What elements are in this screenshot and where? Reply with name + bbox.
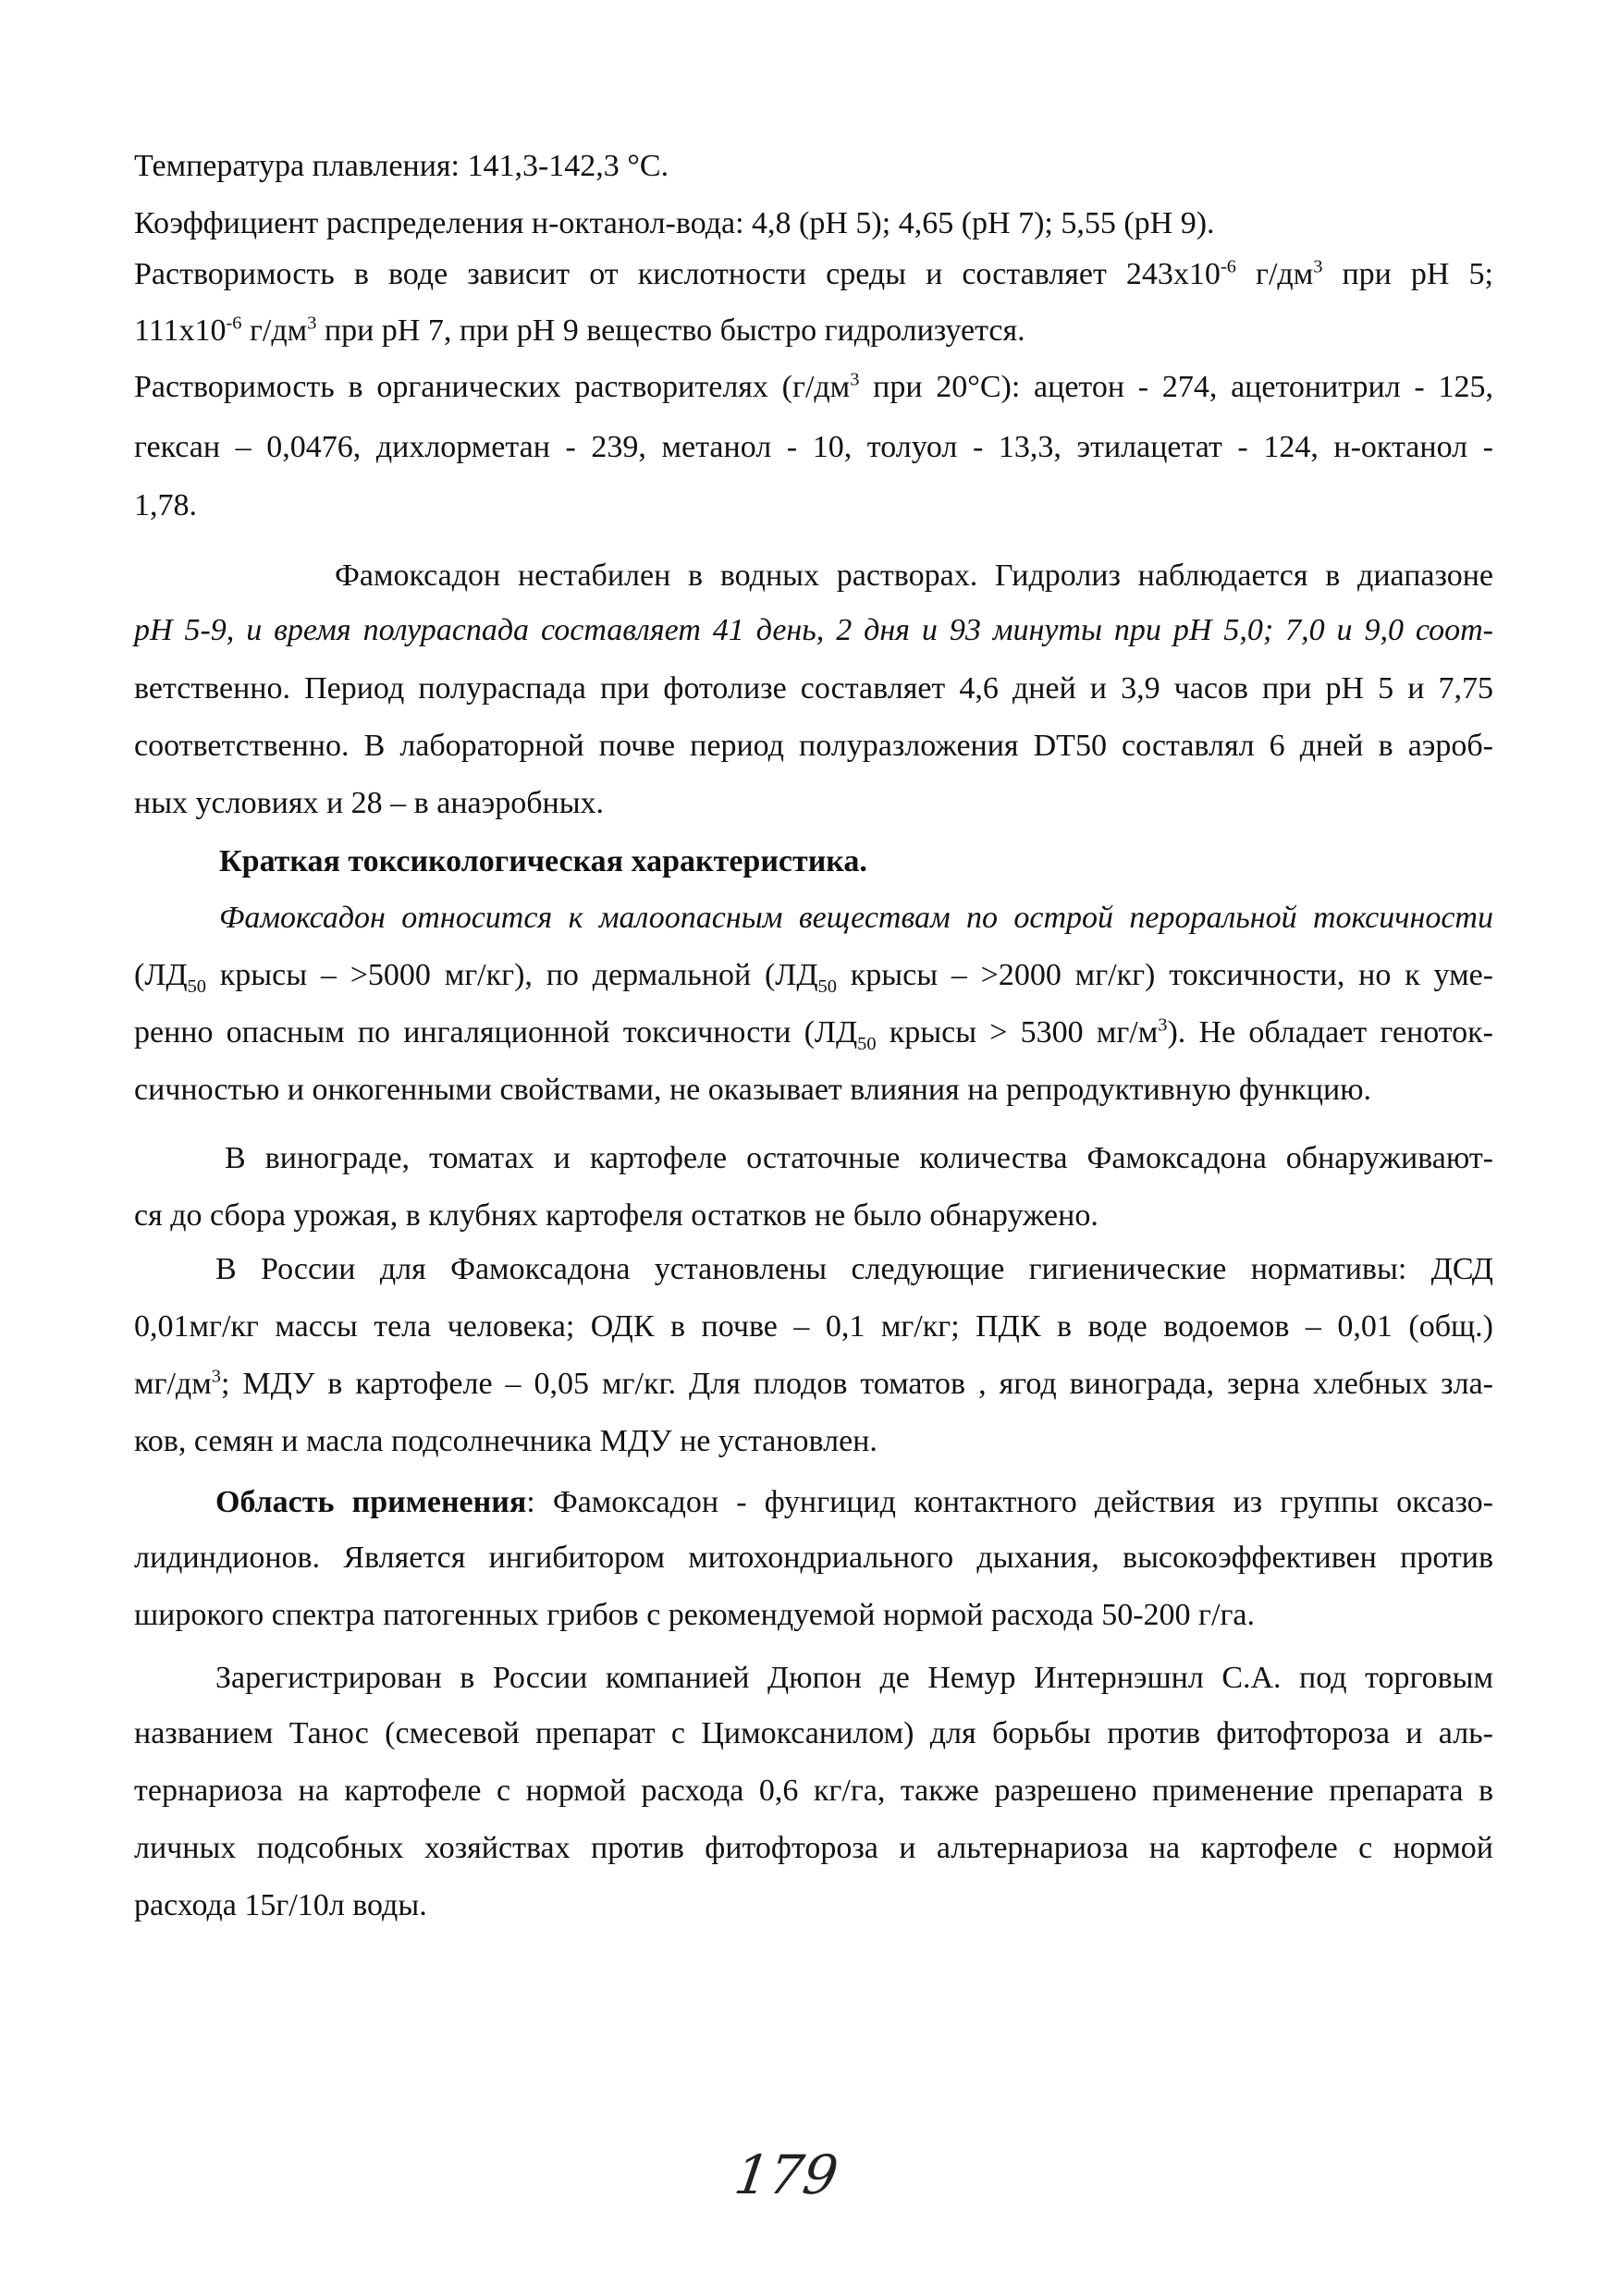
text-line: широкого спектра патогенных грибов с рекомендуемой нормой расхода 50-200 г/га. (134, 1598, 1255, 1632)
text-line: лидиндионов. Является ингибитором митохондриального дыхания, высокоэффективен против (134, 1541, 1493, 1575)
section-heading-inline: Область применения (215, 1485, 527, 1519)
text-line: 0,01мг/кг массы тела человека; ОДК в почве – 0,1 мг/кг; ПДК в воде водоемов – 0,01 (общ.) (134, 1309, 1493, 1344)
text-line: $мг/дм^3$; МДУ в картофеле – 0,05 мг/кг. Для плодов томатов , ягод винограда, зерна хлебных зла- (134, 1366, 1493, 1401)
text-line: сичностью и онкогенными свойствами, не оказывает влияния на репродуктивную функцию. (134, 1073, 1372, 1107)
text-line: ных условиях и 28 – в анаэробных. (134, 786, 605, 820)
text-line: ся до сбора урожая, в клубнях картофеля остатков не было обнаружено. (134, 1198, 1098, 1233)
text-line: Фамоксадон относится к малоопасным веществам по острой пероральной токсичности (219, 901, 1493, 935)
text-line: ков, семян и масла подсолнечника МДУ не установлен. (134, 1424, 878, 1458)
text-line: В России для Фамоксадона установлены следующие гигиенические нормативы: ДСД (215, 1252, 1493, 1286)
page-number: 179 (730, 2143, 842, 2206)
text-line: тернариоза на картофеле с нормой расхода 0,6 кг/га, также разрешено применение препарата в (134, 1774, 1493, 1808)
text-line: соответственно. В лабораторной почве период полуразложения DT50 составлял 6 дней в аэроб- (134, 729, 1493, 763)
text-line: названием Танос (смесевой препарат с Цимоксанилом) для борьбы против фитофтороза и аль- (134, 1716, 1493, 1750)
text-line: pH 5-9, и время полураспада составляет 41 день, 2 дня и 93 минуты при pH 5,0; 7,0 и 9,0 соот- (134, 613, 1493, 647)
section-heading: Краткая токсикологическая характеристика. (219, 844, 867, 878)
text-line: Растворимость в органических растворителях ($г/дм^3$ при 20°C): ацетон - 274, ацетонитрил - 125, (134, 369, 1493, 404)
text-line: Зарегистрирован в России компанией Дюпон де Немур Интернэшнл С.А. под торговым (215, 1661, 1493, 1695)
text-line: 1,78. (134, 488, 197, 522)
text-line: В винограде, томатах и картофеле остаточные количества Фамоксадона обнаруживают- (225, 1141, 1493, 1175)
text-line: Фамоксадон нестабилен в водных растворах. Гидролиз наблюдается в диапазоне (335, 559, 1493, 593)
text-line: Температура плавления: 141,3-142,3 °C. (134, 149, 669, 183)
text-line: Растворимость в воде зависит от кислотности среды и составляет $243х10^{-6}$ $г/дм^3$ при pH 5; (134, 256, 1493, 291)
text-line: Область применения: Фамоксадон - фунгицид контактного действия из группы оксазо- (215, 1485, 1493, 1519)
text-line: ренно опасным по ингаляционной токсичности ($ЛД_{50}$ крысы > 5300 $мг/м^3$). Не обладает геноток- (134, 1014, 1493, 1054)
text-line: Коэффициент распределения н-октанол-вода: 4,8 (pH 5); 4,65 (pH 7); 5,55 (pH 9). (134, 206, 1215, 240)
text-line: ветственно. Период полураспада при фотолизе составляет 4,6 дней и 3,9 часов при pH 5 и 7,75 (134, 671, 1493, 706)
text-line: гексан – 0,0476, дихлорметан - 239, метанол - 10, толуол - 13,3, этилацетат - 124, н-октанол - (134, 430, 1493, 464)
text-line: расхода 15г/10л воды. (134, 1888, 427, 1922)
text-line: личных подсобных хозяйствах против фитофтороза и альтернариоза на картофеле с нормой (134, 1831, 1493, 1865)
text-line: $111х10^{-6}$ $г/дм^3$ при pH 7, при pH 9 вещество быстро гидролизуется. (134, 313, 1025, 348)
text-line: ($ЛД_{50}$ крысы – >5000 мг/кг), по дермальной ($ЛД_{50}$ крысы – >2000 мг/кг) токсичности, но к уме- (134, 958, 1493, 997)
